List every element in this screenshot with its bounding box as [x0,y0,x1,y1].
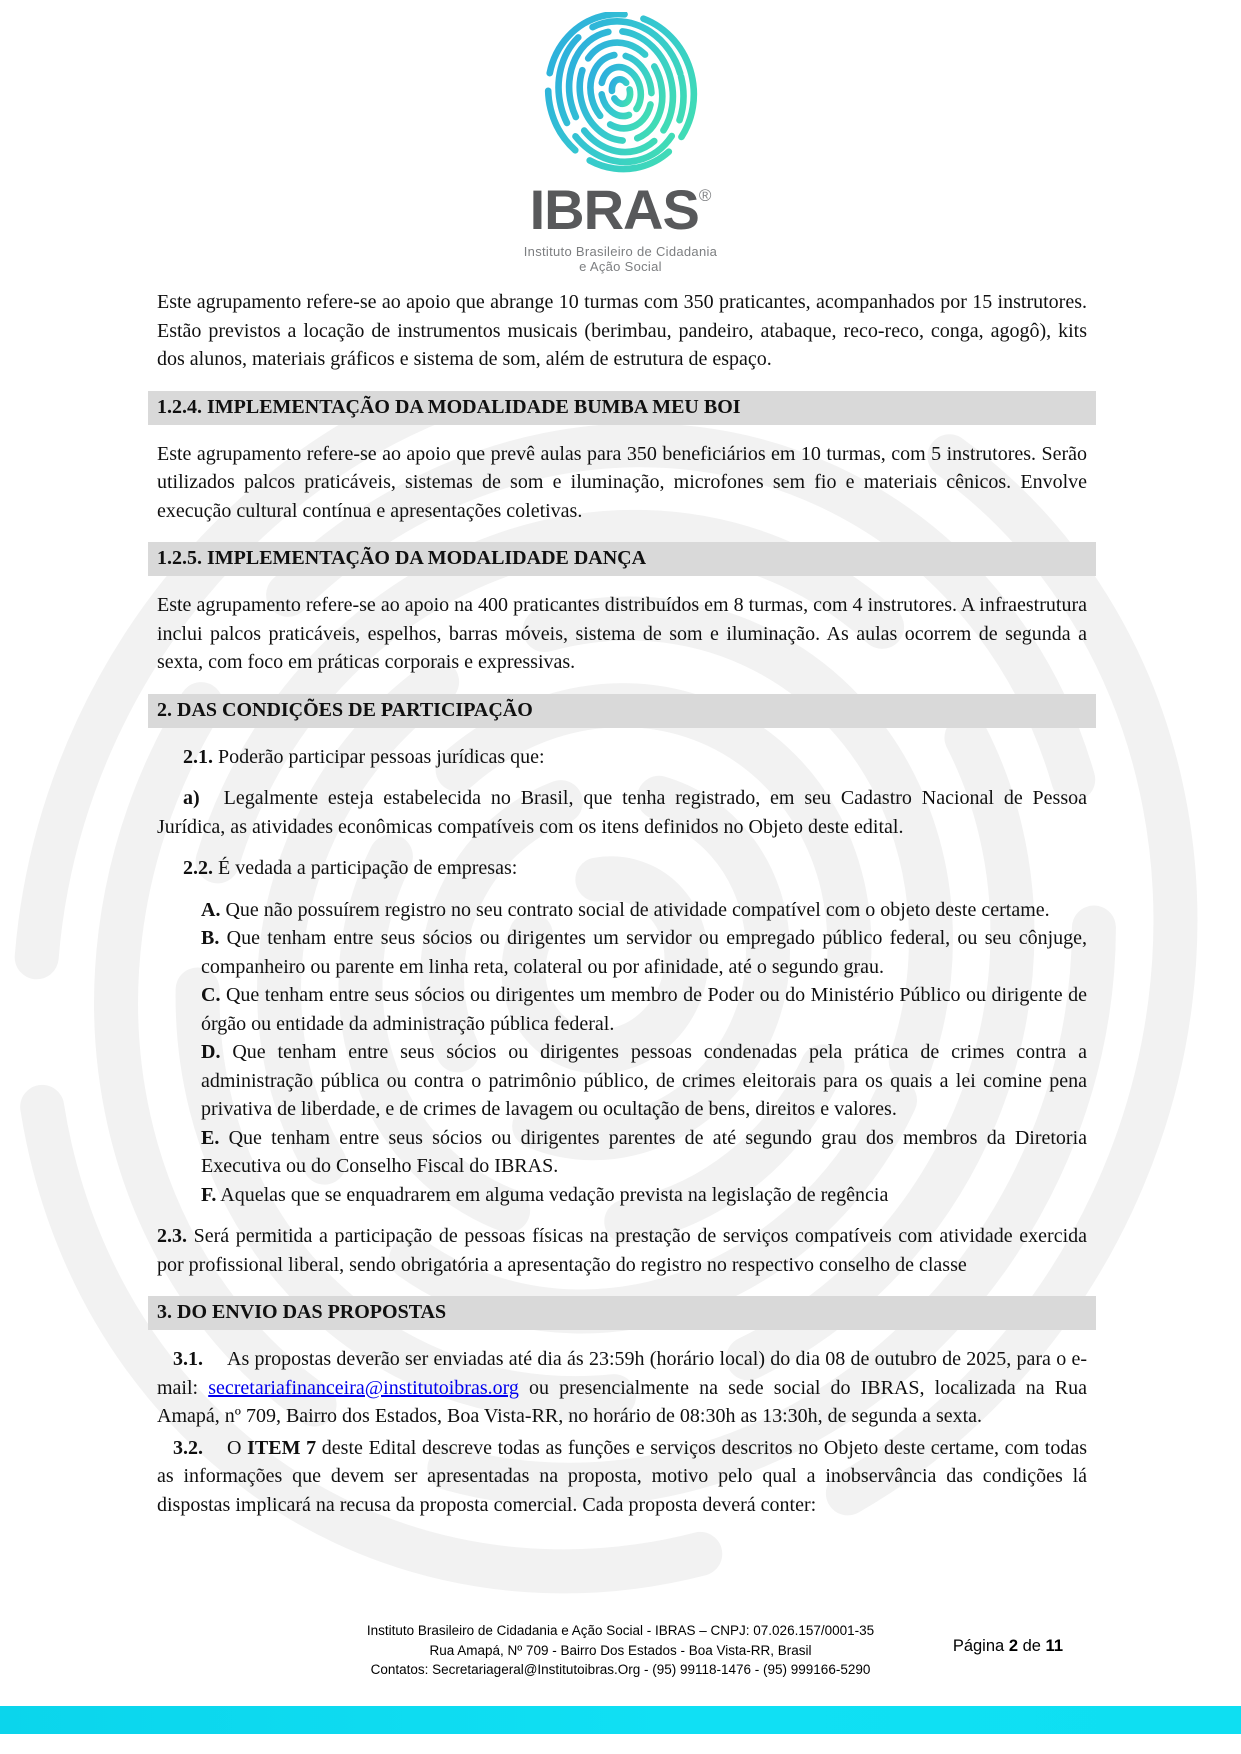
clause-2-3-text: Será permitida a participação de pessoas físicas na prestação de serviços compatíveis com atividade exercida por profissional liberal, sendo obrigatória a apresentação do registro no respectivo conselho de classe [157,1225,1088,1276]
clause-3-1-label: 3.1. [173,1348,203,1370]
logo-brand-name: IBRAS® [529,178,712,241]
restriction-item-e [201,1124,1087,1181]
heading-3: 3. DO ENVIO DAS PROPOSTAS [148,1296,1096,1330]
intro-paragraph: Este agrupamento refere-se ao apoio que abrange 10 turmas com 350 praticantes, acompanhados por 15 instrutores. Estão previstos a locação de instrumentos musicais (berimbau, pandeiro, atabaque, reco-reco, conga, agogô), kits dos alunos, materiais gráficos e sistema de som, além de estrutura de espaço. [157,291,1087,370]
clause-2-1-label: 2.1. [183,745,213,768]
logo-tagline-line2: e Ação Social [579,259,662,274]
clause-2-1-text: Poderão participar pessoas jurídicas que: [218,745,545,768]
clause-3-2 [157,1434,1087,1520]
restriction-item-f [201,1181,1087,1210]
restriction-item-b-text: Que tenham entre seus sócios ou dirigentes um servidor ou empregado público federal, ou seu cônjuge, companheiro ou parente em linha reta, colateral ou por afinidade, até o segundo grau. [201,927,1088,978]
clause-a-label: a) [183,787,200,809]
clause-3-2-label: 3.2. [173,1436,203,1459]
paragraph-1-2-4: Este agrupamento refere-se ao apoio que prevê aulas para 350 beneficiários em 10 turmas, com 5 instrutores. Serão utilizados palcos praticáveis, sistemas de som e iluminação, microfones sem fio e materiais cênicos. Envolve execução cultural contínua e apresentações coletivas. [157,442,1087,522]
footer-line-address: Rua Amapá, Nº 709 - Bairro Dos Estados - Boa Vista-RR, Brasil [429,1642,812,1658]
proposal-email-link[interactable]: secretariafinanceira@institutoibras.org [208,1376,519,1399]
restriction-item-c-label: C. [201,984,221,1006]
document-body [157,288,1087,1519]
restriction-item-e-label: E. [201,1126,220,1149]
clause-a-text: Legalmente esteja estabelecida no Brasil, que tenha registrado, em seu Cadastro Nacional de Pessoa Jurídica, as atividades econômicas compatíveis com os itens definidos no Objeto deste edital. [157,787,1087,838]
bottom-accent-bar [0,1706,1241,1734]
logo-tagline [524,244,717,274]
clause-3-1-text-after: ou presencialmente na sede social do IBRAS, localizada na Rua Amapá, nº 709, Bairro dos Estados, Boa Vista-RR, no horário de 08:30h as 13:30h, de segunda a sexta. [157,1376,1087,1427]
page-number-current: 2 [1008,1637,1018,1655]
footer-line-contacts: Contatos: Secretariageral@Institutoibras.Org - (95) 99118-1476 - (95) 999166-5290 [370,1662,871,1677]
restriction-item-c [201,981,1087,1038]
restriction-item-b [201,924,1087,981]
clause-2-2 [157,854,1087,883]
restriction-item-d-text: Que tenham entre seus sócios ou dirigentes pessoas condenadas pela prática de crimes contra a administração pública ou contra o patrimônio público, de crimes eleitorais para os quais a lei comine pena privativa de liberdade, e de crimes de lavagem ou ocultação de bens, direitos e valores. [201,1041,1088,1120]
restriction-item-a-text: Que não possuírem registro no seu contrato social de atividade compatível com o objeto deste certame. [225,898,1050,921]
clause-3-1-text-before: As propostas deverão ser enviadas até dia ás 23:59h (horário local) do dia 08 de outubro de 2025, para o e-mail: [157,1348,1087,1399]
restriction-item-f-label: F. [201,1183,217,1206]
restriction-item-e-text: Que tenham entre seus sócios ou dirigentes parentes de até segundo grau dos membros da Diretoria Executiva ou do Conselho Fiscal do IBRAS. [201,1126,1088,1177]
page-number-of: de [1022,1637,1041,1655]
restriction-item-d [201,1038,1087,1124]
clause-3-2-bold-ref: ITEM 7 [247,1436,317,1459]
heading-2: 2. DAS CONDIÇÕES DE PARTICIPAÇÃO [148,694,1096,728]
brazil-fingerprint-logo-icon [503,12,739,180]
clause-3-1 [157,1345,1087,1431]
paragraph-1-2-5: Este agrupamento refere-se ao apoio na 400 praticantes distribuídos em 8 turmas, com 4 instrutores. A infraestrutura inclui palcos praticáveis, espelhos, barras móveis, sistema de som e iluminação. As aulas ocorrem de segunda a sexta, com foco em práticas corporais e expressivas. [157,594,1087,673]
clause-3-2-text-before: O [227,1436,248,1459]
clause-2-2-label: 2.2. [183,857,213,879]
clause-2-3 [157,1222,1087,1279]
clause-3-2-text-after: deste Edital descreve todas as funções e serviços descritos no Objeto deste certame, com todas as informações que devem ser apresentadas na proposta, motivo pelo qual a inobservância das condições lá dispostas implicará na recusa da proposta comercial. Cada proposta deverá conter: [157,1436,1087,1516]
restriction-item-f-text: Aquelas que se enquadrarem em alguma vedação prevista na legislação de regência [220,1183,889,1206]
clause-2-3-label: 2.3. [157,1225,187,1247]
clause-2-1 [157,743,1087,772]
heading-1-2-5: 1.2.5. IMPLEMENTAÇÃO DA MODALIDADE DANÇA [148,542,1096,576]
restriction-item-d-label: D. [201,1041,221,1063]
clause-a [157,784,1087,841]
registered-mark: ® [698,186,712,205]
page-number [953,1637,1063,1656]
logo-tagline-line1: Instituto Brasileiro de Cidadania [523,244,718,259]
restriction-list [201,896,1087,1210]
restriction-item-a [201,896,1087,925]
restriction-item-a-label: A. [201,898,221,921]
clause-2-2-text: É vedada a participação de empresas: [218,857,518,879]
page-number-total: 11 [1045,1637,1063,1655]
heading-1-2-4: 1.2.4. IMPLEMENTAÇÃO DA MODALIDADE BUMBA MEU BOI [148,391,1096,425]
logo-block [0,0,1241,274]
footer-line-institute: Instituto Brasileiro de Cidadania e Ação Social - IBRAS – CNPJ: 07.026.157/0001-35 [366,1623,875,1638]
restriction-item-b-label: B. [201,927,220,949]
restriction-item-c-text: Que tenham entre seus sócios ou dirigentes um membro de Poder ou do Ministério Público ou dirigente de órgão ou entidade da administração pública federal. [201,984,1087,1035]
page-number-label: Página [952,1637,1005,1655]
